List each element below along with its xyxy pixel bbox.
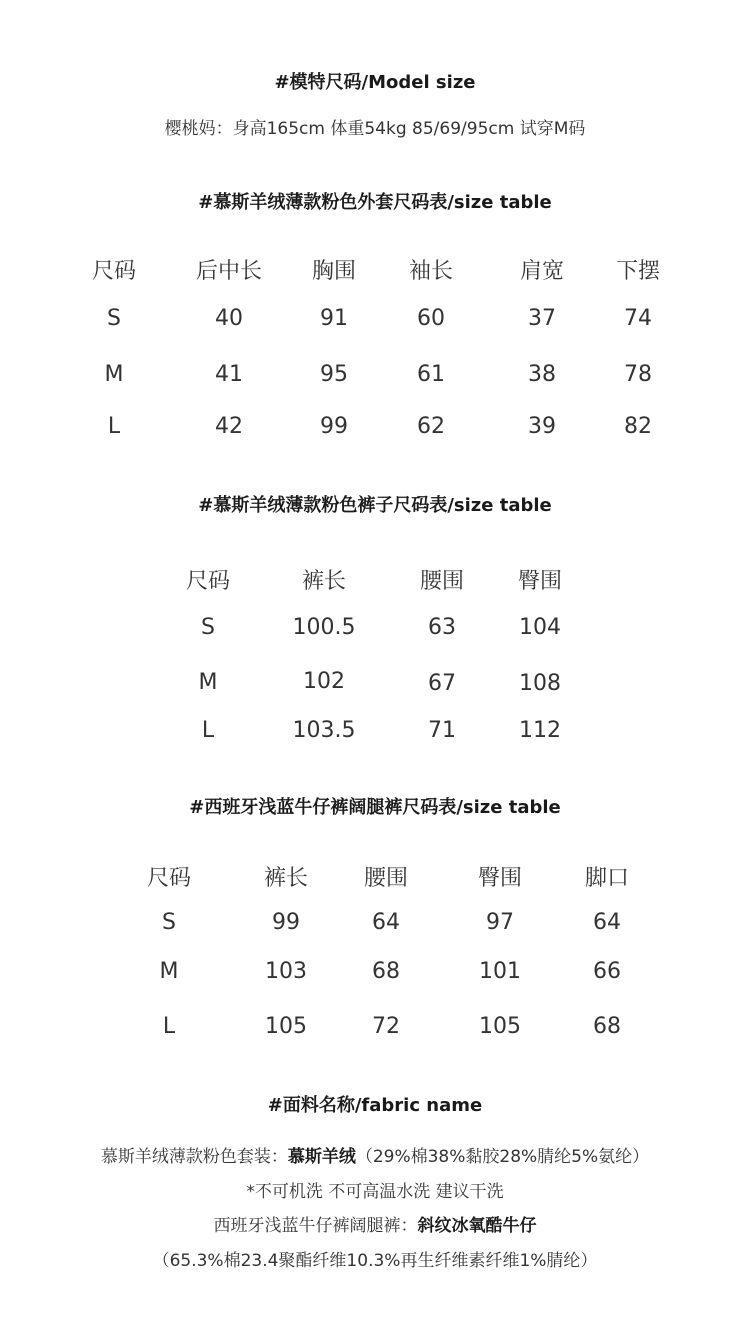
jeans-header-leg-opening: 脚口: [584, 866, 630, 891]
table-cell: 95: [320, 362, 348, 387]
table-cell: 74: [624, 306, 652, 331]
table-cell: 41: [215, 362, 243, 387]
table-cell: M: [104, 362, 124, 387]
table-cell: 71: [428, 718, 456, 743]
table-cell: 78: [624, 362, 652, 387]
fabric-line-suit: [0, 1142, 750, 1167]
table-cell: 103: [265, 959, 307, 984]
table-cell: L: [162, 1014, 176, 1039]
table-cell: 104: [519, 615, 561, 640]
table-cell: 108: [519, 671, 561, 696]
coat-header-sleeve: 袖长: [408, 259, 454, 284]
table-cell: L: [107, 414, 121, 439]
table-cell: 91: [320, 306, 348, 331]
fabric-jeans-label: 西班牙浅蓝牛仔裤阔腿裤：: [213, 1216, 418, 1236]
fabric-jeans-composition: （65.3%棉23.4聚酯纤维10.3%再生纤维素纤维1%腈纶）: [152, 1251, 598, 1271]
jeans-table-title: #西班牙浅蓝牛仔裤阔腿裤尺码表/size table: [189, 797, 561, 818]
table-cell: 42: [215, 414, 243, 439]
coat-header-chest: 胸围: [311, 259, 357, 284]
table-cell: 72: [372, 1014, 400, 1039]
table-cell: S: [201, 615, 215, 640]
pants-header-length: 裤长: [301, 569, 347, 594]
table-cell: 67: [428, 671, 456, 696]
fabric-jeans-material: 斜纹冰氧酷牛仔: [417, 1216, 537, 1236]
coat-header-back-length: 后中长: [195, 259, 263, 284]
table-cell: 64: [593, 910, 621, 935]
pants-table-title: #慕斯羊绒薄款粉色裤子尺码表/size table: [198, 495, 552, 516]
table-cell: 38: [528, 362, 556, 387]
pants-header-size: 尺码: [185, 569, 231, 594]
coat-table-title: #慕斯羊绒薄款粉色外套尺码表/size table: [198, 192, 552, 213]
pants-header-waist: 腰围: [419, 569, 465, 594]
table-cell: M: [198, 670, 218, 695]
fabric-line-jeans: [0, 1211, 750, 1236]
table-cell: 105: [265, 1014, 307, 1039]
table-cell: 62: [417, 414, 445, 439]
table-cell: 105: [479, 1014, 521, 1039]
table-cell: 102: [303, 669, 345, 694]
fabric-suit-label: 慕斯羊绒薄款粉色套装：: [100, 1147, 288, 1167]
coat-header-shoulder: 肩宽: [519, 259, 565, 284]
table-cell: 68: [372, 959, 400, 984]
care-instructions: *不可机洗 不可高温水洗 建议干洗: [246, 1182, 504, 1202]
table-cell: 64: [372, 910, 400, 935]
table-cell: 61: [417, 362, 445, 387]
jeans-header-hip: 臀围: [477, 866, 523, 891]
model-size-title: #模特尺码/Model size: [274, 72, 476, 93]
table-cell: 99: [272, 910, 300, 935]
fabric-title: #面料名称/fabric name: [267, 1095, 483, 1116]
jeans-header-waist: 腰围: [363, 866, 409, 891]
table-cell: 103.5: [292, 718, 356, 743]
pants-header-hip: 臀围: [517, 569, 563, 594]
table-cell: S: [162, 910, 176, 935]
table-cell: 112: [519, 718, 561, 743]
table-cell: 101: [479, 959, 521, 984]
table-cell: 99: [320, 414, 348, 439]
table-cell: 63: [428, 615, 456, 640]
jeans-header-size: 尺码: [146, 866, 192, 891]
table-cell: 66: [593, 959, 621, 984]
fabric-suit-composition: （29%棉38%黏胶28%腈纶5%氨纶）: [355, 1147, 650, 1167]
jeans-header-length: 裤长: [263, 866, 309, 891]
table-cell: 39: [528, 414, 556, 439]
coat-header-size: 尺码: [91, 259, 137, 284]
table-cell: 60: [417, 306, 445, 331]
fabric-suit-material: 慕斯羊绒: [287, 1147, 356, 1167]
table-cell: L: [201, 718, 215, 743]
model-size-info: 樱桃妈：身高165cm 体重54kg 85/69/95cm 试穿M码: [164, 119, 586, 139]
coat-header-hem: 下摆: [615, 259, 661, 284]
table-cell: 40: [215, 306, 243, 331]
table-cell: 82: [624, 414, 652, 439]
table-cell: M: [159, 959, 179, 984]
table-cell: 68: [593, 1014, 621, 1039]
table-cell: 97: [486, 910, 514, 935]
table-cell: 100.5: [292, 615, 356, 640]
table-cell: S: [107, 306, 121, 331]
table-cell: 37: [528, 306, 556, 331]
